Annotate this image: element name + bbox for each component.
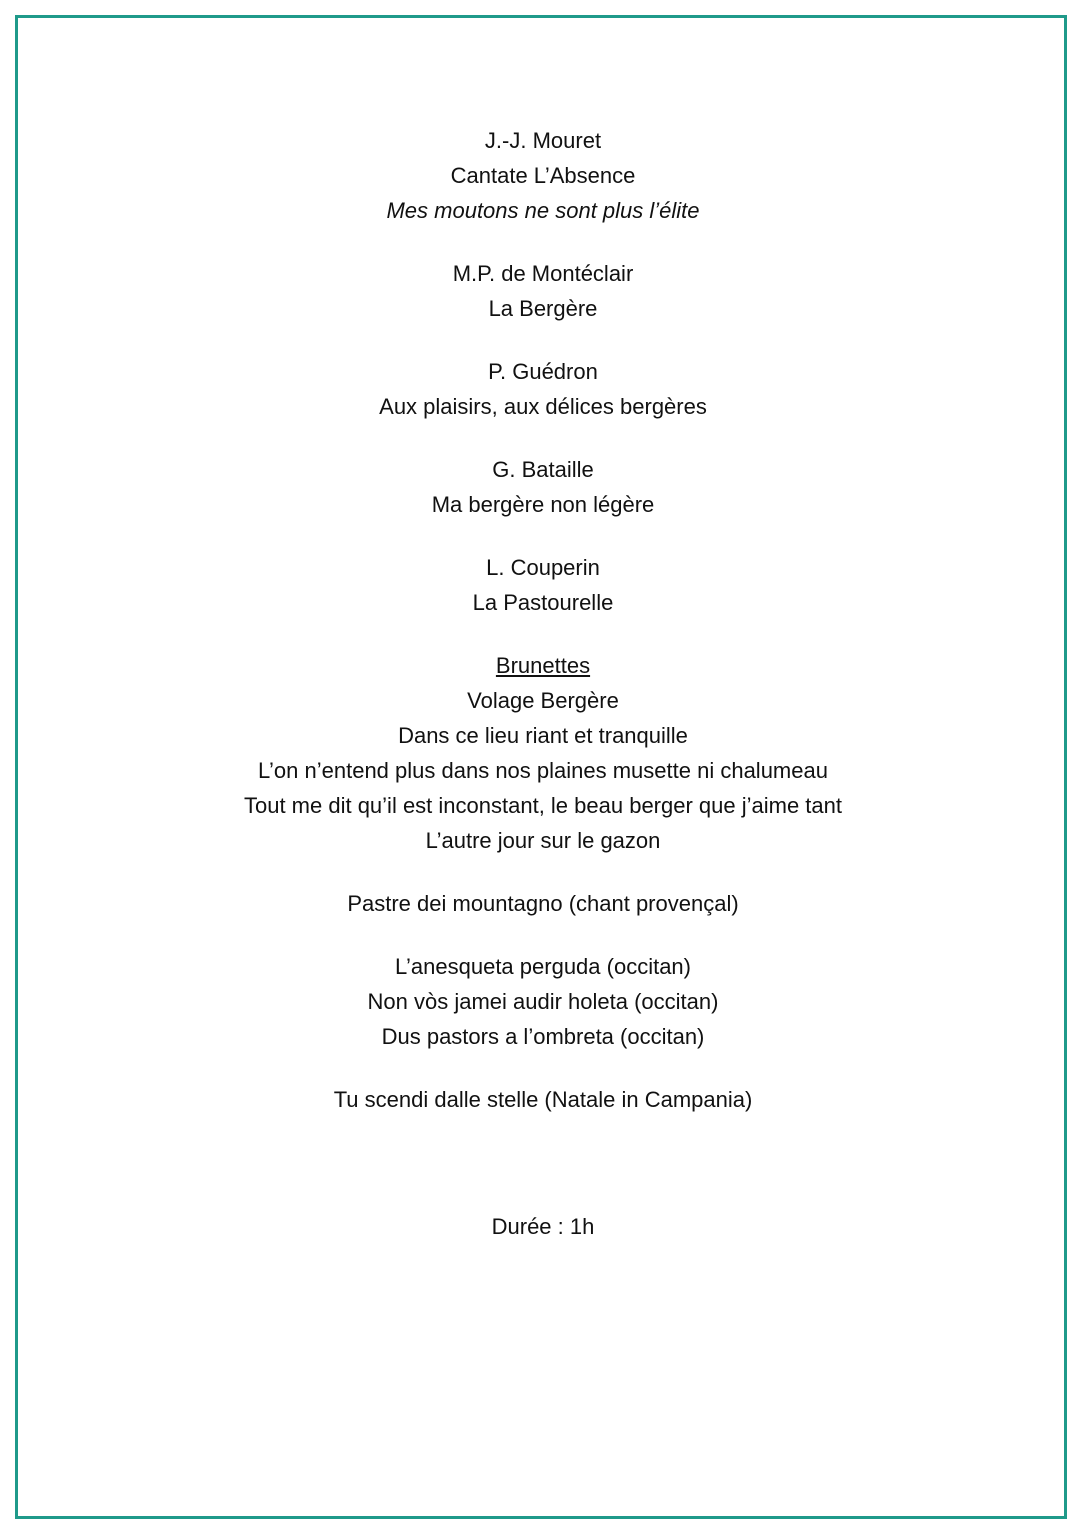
- program-entry-occitan: [0, 949, 1086, 1054]
- work-title: Dans ce lieu riant et tranquille: [398, 723, 688, 748]
- duration-text: Durée : 1h: [491, 1214, 595, 1239]
- work-title: Tu scendi dalle stelle (Natale in Campania): [333, 1087, 753, 1112]
- work-title: Cantate L’Absence: [450, 163, 636, 188]
- work-title: L’on n’entend plus dans nos plaines musette ni chalumeau: [258, 758, 828, 783]
- program-entry-monteclair: [0, 256, 1086, 326]
- composer-name: J.-J. Mouret: [484, 128, 602, 153]
- work-title: L’anesqueta perguda (occitan): [395, 954, 691, 979]
- composer-name: L. Couperin: [486, 555, 600, 580]
- composer-name: G. Bataille: [492, 457, 594, 482]
- program-entry-guedron: [0, 354, 1086, 424]
- work-title: La Bergère: [488, 296, 598, 321]
- work-title: Volage Bergère: [467, 688, 619, 713]
- program-entry-mouret: [0, 123, 1086, 228]
- work-title: Ma bergère non légère: [431, 492, 655, 517]
- work-title: Aux plaisirs, aux délices bergères: [379, 394, 707, 419]
- program-entry-campania: [0, 1082, 1086, 1117]
- composer-name: P. Guédron: [488, 359, 598, 384]
- composer-name: M.P. de Montéclair: [452, 261, 634, 286]
- work-title: L’autre jour sur le gazon: [425, 828, 661, 853]
- section-heading: Brunettes: [495, 653, 591, 678]
- work-title: Tout me dit qu’il est inconstant, le beau berger que j’aime tant: [243, 793, 843, 818]
- work-title: Non vòs jamei audir holeta (occitan): [367, 989, 719, 1014]
- program-entry-couperin: [0, 550, 1086, 620]
- work-title: Pastre dei mountagno (chant provençal): [347, 891, 739, 916]
- concert-program: [0, 123, 1086, 1145]
- work-title: Dus pastors a l’ombreta (occitan): [381, 1024, 705, 1049]
- work-subtitle: Mes moutons ne sont plus l’élite: [386, 198, 700, 223]
- program-entry-provencal: [0, 886, 1086, 921]
- work-title: La Pastourelle: [472, 590, 614, 615]
- program-entry-bataille: [0, 452, 1086, 522]
- program-entry-brunettes: [0, 648, 1086, 858]
